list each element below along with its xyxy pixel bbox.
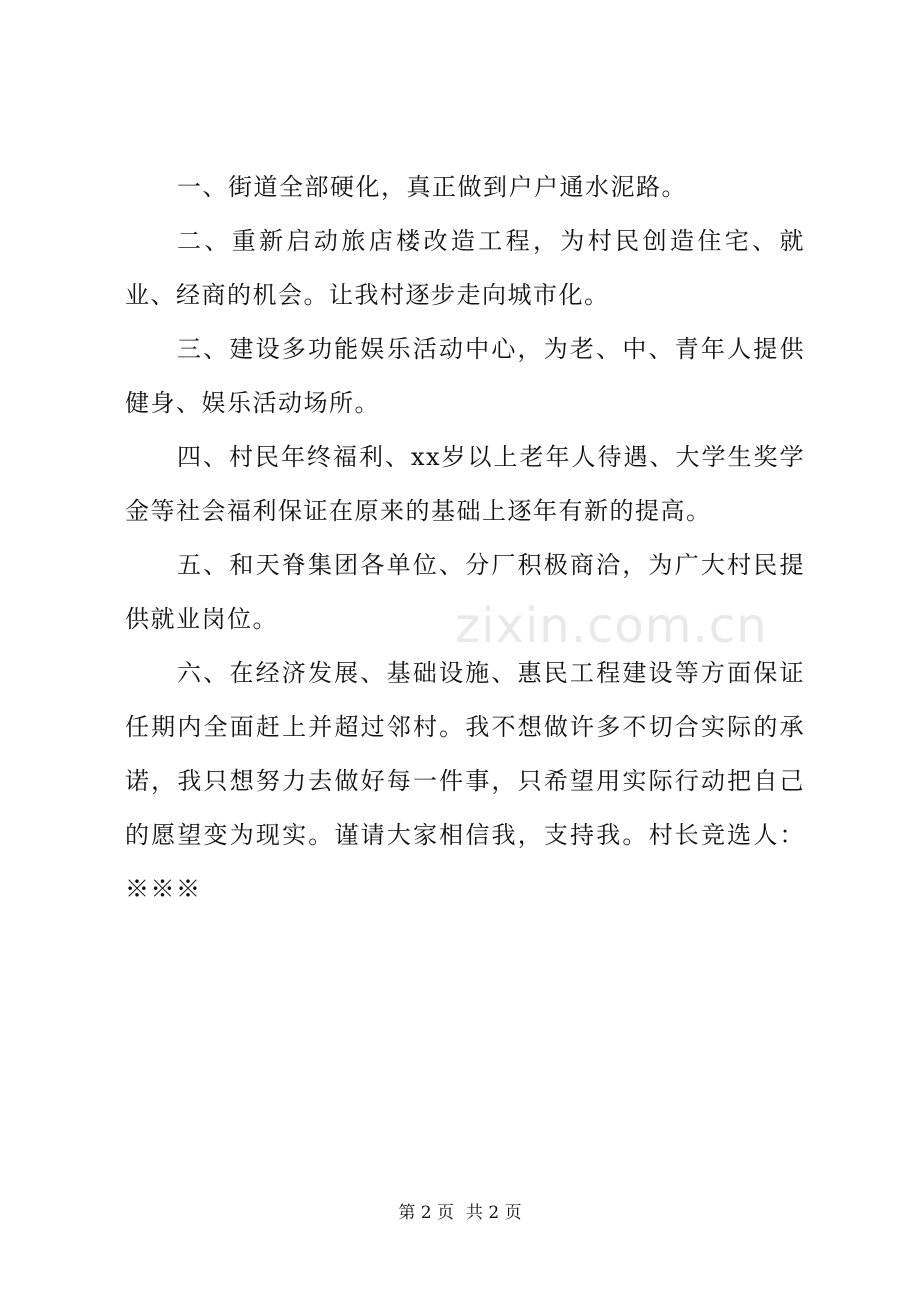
- paragraph-3: 三、建设多功能娱乐活动中心，为老、中、青年人提供健身、娱乐活动场所。: [125, 335, 805, 417]
- paragraph-5: 五、和天脊集团各单位、分厂积极商洽，为广大村民提供就业岗位。: [125, 551, 805, 633]
- paragraph-1: 一、街道全部硬化，真正做到户户通水泥路。: [177, 173, 687, 201]
- page-number-total: 共 2 页: [466, 1203, 522, 1223]
- paragraph-6: 六、在经济发展、基础设施、惠民工程建设等方面保证任期内全面赶上并超过邻村。我不想做许多不切合实际的承诺，我只想努力去做好每一件事，只希望用实际行动把自己的愿望变为现实。谨请大家相信我，支持我。村长竞选人：※※※: [125, 659, 805, 903]
- document-body: [125, 160, 805, 916]
- paragraph-2: 二、重新启动旅店楼改造工程，为村民创造住宅、就业、经商的机会。让我村逐步走向城市化。: [125, 227, 805, 309]
- page-footer: [0, 1198, 920, 1223]
- page-number-current: 第 2 页: [398, 1203, 454, 1223]
- watermark-text: zixin.com.cn: [455, 598, 768, 654]
- paragraph-4: 四、村民年终福利、xx岁以上老年人待遇、大学生奖学金等社会福利保证在原来的基础上逐年有新的提高。: [125, 443, 805, 525]
